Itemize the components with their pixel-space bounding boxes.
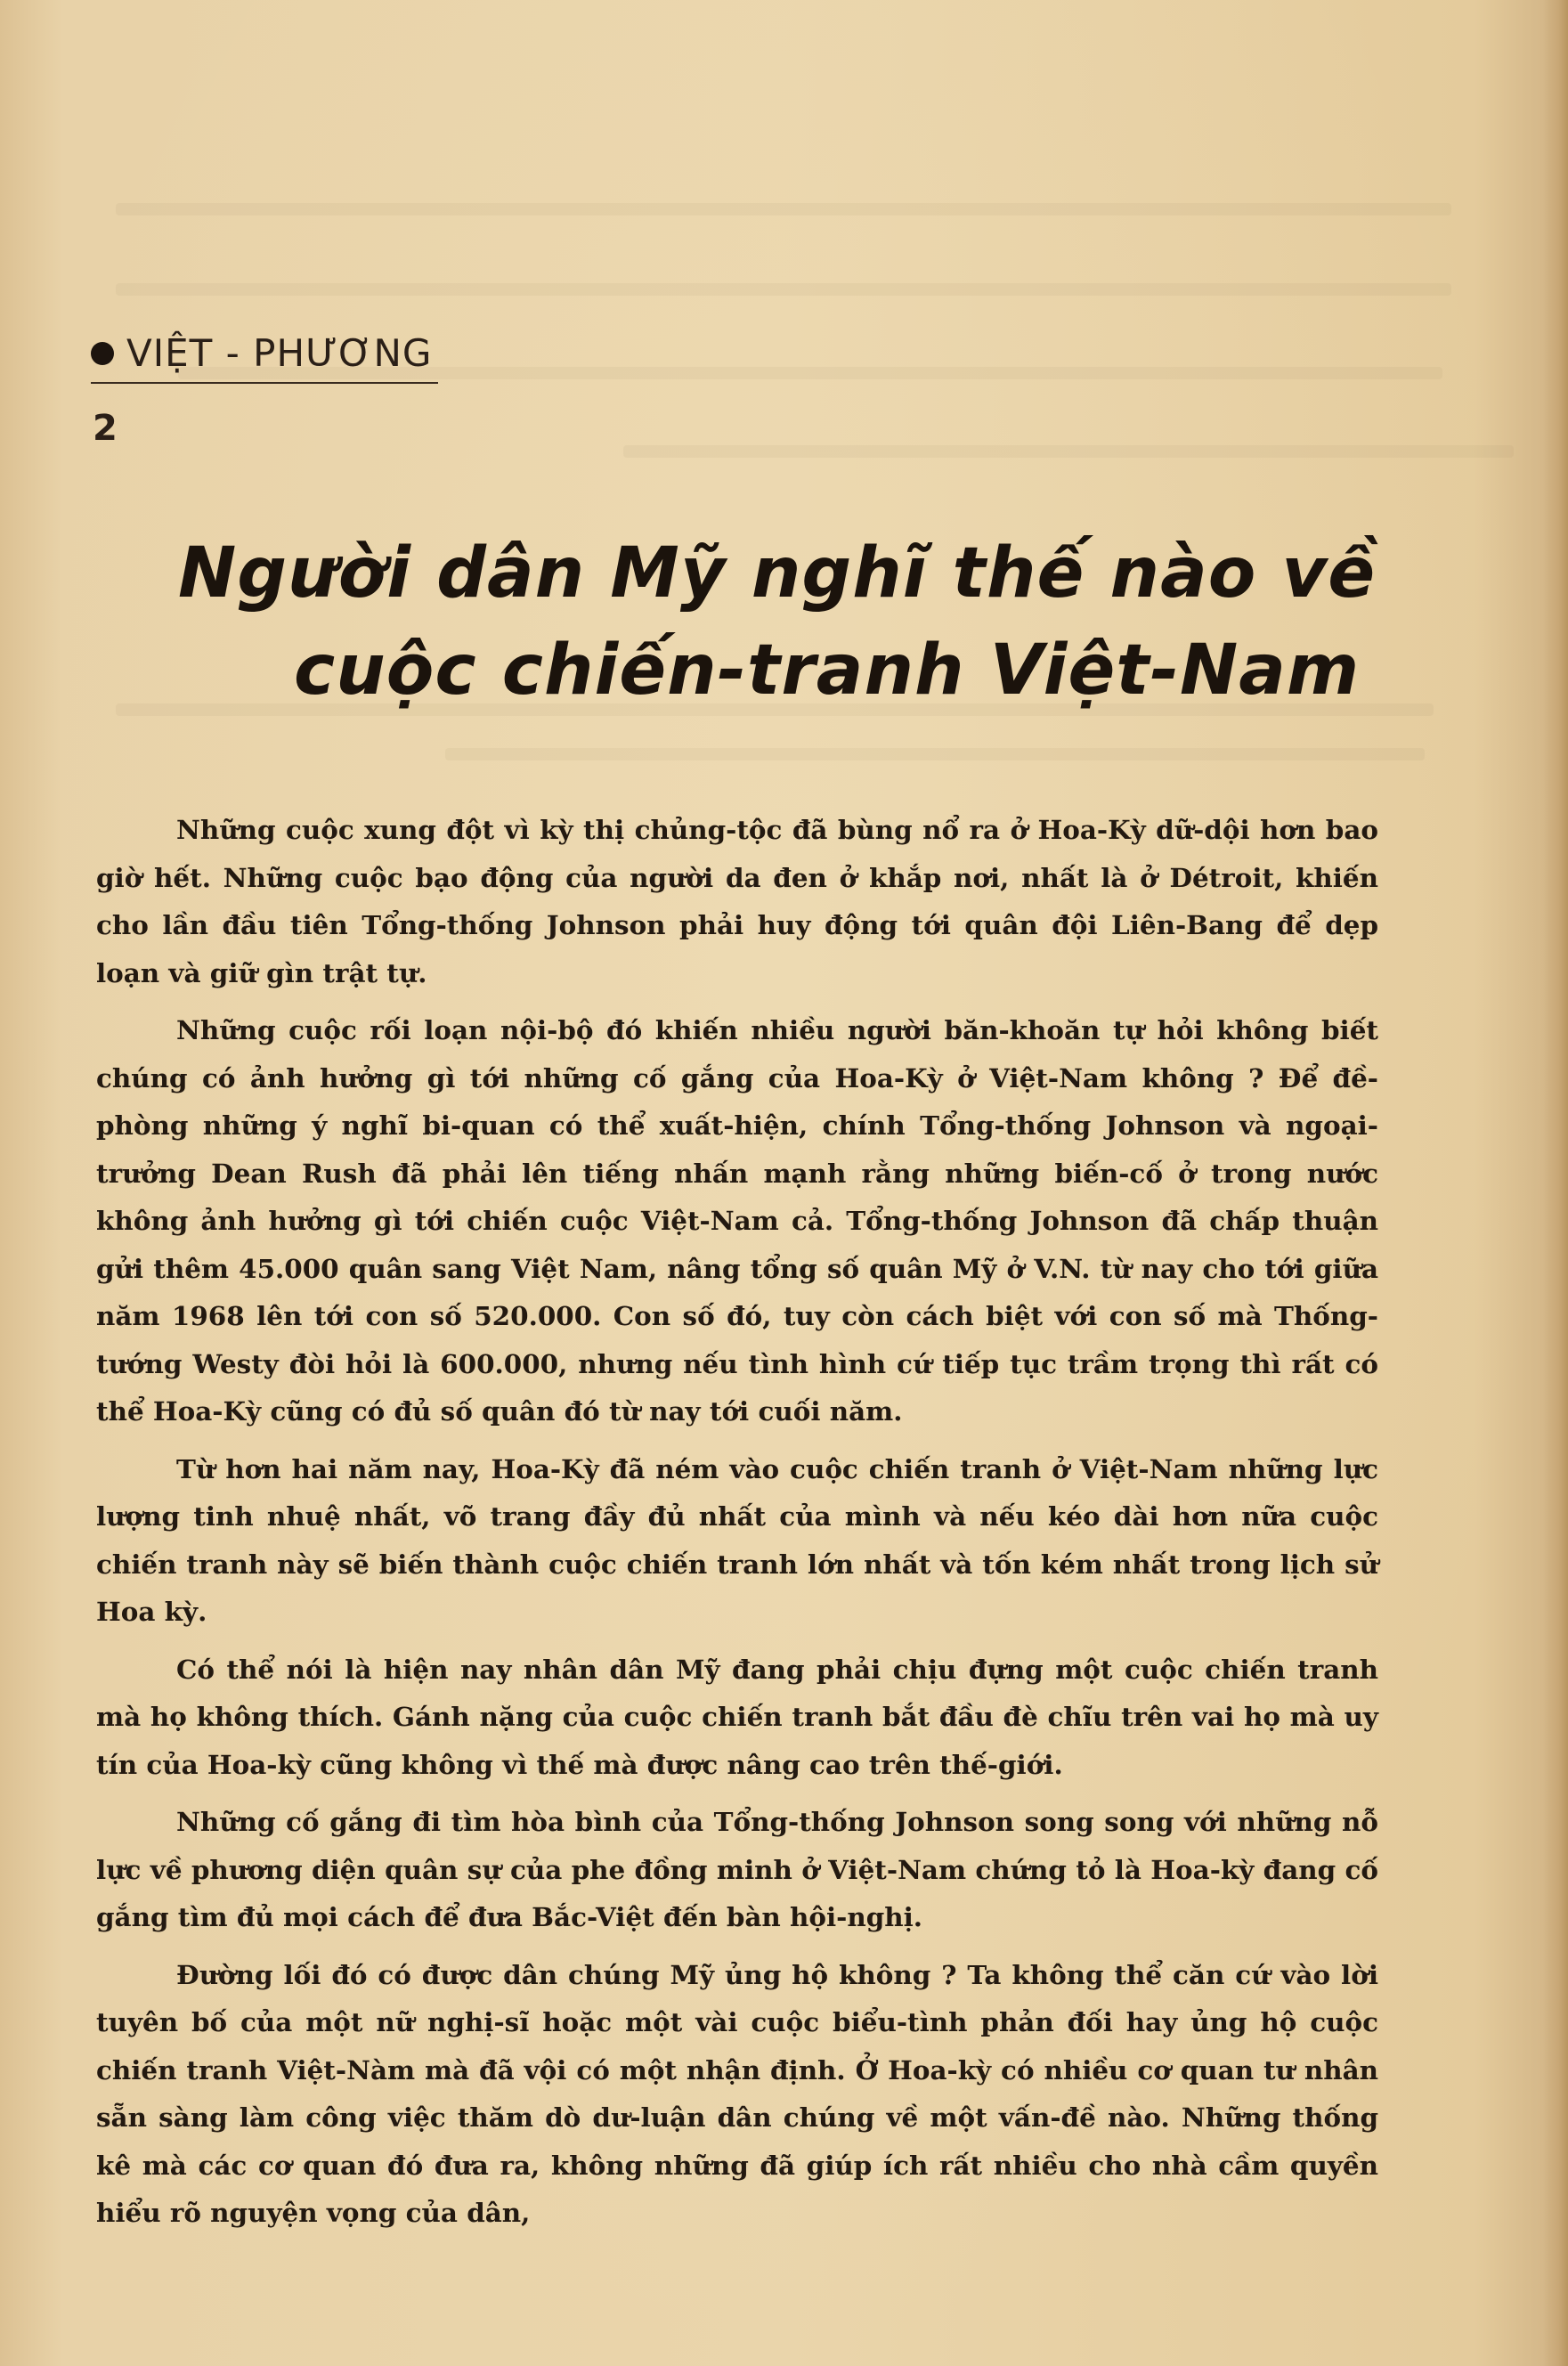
bleed-through xyxy=(116,203,1451,215)
article-title-line-2: cuộc chiến-tranh Việt-Nam xyxy=(294,630,1361,711)
paragraph: Những cuộc xung đột vì kỳ thị chủng-tộc đã bùng nổ ra ở Hoa-Kỳ dữ-dội hơn bao giờ hết. Những cuộc bạo động của người da đen ở khắp nơi, nhất là ở Détroit, khiến cho lần đầu tiên Tổng-thống Johnson phải huy động tới quân đội Liên-Bang để dẹp loạn và giữ gìn trật tự. xyxy=(96,814,1378,988)
author-name: VIỆT - PHƯƠNG xyxy=(126,331,433,375)
bleed-through xyxy=(445,748,1425,760)
article-title xyxy=(134,525,1425,720)
article-title-line-1: Người dân Mỹ nghĩ thế nào về xyxy=(178,533,1377,614)
page-number: 2 xyxy=(93,408,118,449)
paragraph: Những cố gắng đi tìm hòa bình của Tổng-thống Johnson song song với những nỗ lực về phương diện quân sự của phe đồng minh ở Việt-Nam chứng tỏ là Hoa-kỳ đang cố gắng tìm đủ mọi cách để đưa Bắc-Việt đến bàn hội-nghị. xyxy=(96,1806,1378,1932)
page-edge-shadow xyxy=(1543,0,1568,2366)
paragraph: Có thể nói là hiện nay nhân dân Mỹ đang phải chịu đựng một cuộc chiến tranh mà họ không thích. Gánh nặng của cuộc chiến tranh bắt đầu đè chĩu trên vai họ mà uy tín của Hoa-kỳ cũng không vì thế mà được nâng cao trên thế-giới. xyxy=(96,1653,1378,1780)
bleed-through xyxy=(623,445,1514,458)
paragraph: Những cuộc rối loạn nội-bộ đó khiến nhiều người băn-khoăn tự hỏi không biết chúng có ảnh hưởng gì tới những cố gắng của Hoa-Kỳ ở Việt-Nam không ? Để đề-phòng những ý nghĩ bi-quan có thể xuất-hiện, chính Tổng-thống Johnson và ngoại-trưởng Dean Rush đã phải lên tiếng nhấn mạnh rằng những biến-cố ở trong nước không ảnh hưởng gì tới chiến cuộc Việt-Nam cả. Tổng-thống Johnson đã chấp thuận gửi thêm 45.000 quân sang Việt Nam, nâng tổng số quân Mỹ ở V.N. từ nay cho tới giữa năm 1968 lên tới con số 520.000. Con số đó, tuy còn cách biệt với con số mà Thống-tướng Westy đòi hỏi là 600.000, nhưng nếu tình hình cứ tiếp tục trầm trọng thì rất có thể Hoa-Kỳ cũng có đủ số quân đó từ nay tới cuối năm. xyxy=(96,1014,1378,1427)
paragraph: Từ hơn hai năm nay, Hoa-Kỳ đã ném vào cuộc chiến tranh ở Việt-Nam những lực lượng tinh nhuệ nhất, võ trang đầy đủ nhất của mình và nếu kéo dài hơn nữa cuộc chiến tranh này sẽ biến thành cuộc chiến tranh lớn nhất và tốn kém nhất trong lịch sử Hoa kỳ. xyxy=(96,1452,1378,1627)
paragraph: Đường lối đó có được dân chúng Mỹ ủng hộ không ? Ta không thể căn cứ vào lời tuyên bố của một nữ nghị-sĩ hoặc một vài cuộc biểu-tình phản đối hay ủng hộ cuộc chiến tranh Việt-Nàm mà đã vội có một nhận định. Ở Hoa-kỳ có nhiều cơ quan tư nhân sẵn sàng làm công việc thăm dò dư-luận dân chúng về một vấn-đề nào. Những thống kê mà các cơ quan đó đưa ra, không những đã giúp ích rất nhiều cho nhà cầm quyền hiểu rõ nguyện vọng của dân, xyxy=(96,1958,1378,2228)
article-body xyxy=(96,806,1378,2247)
bleed-through xyxy=(116,283,1451,296)
bullet-icon xyxy=(91,342,114,365)
header-rule xyxy=(91,382,438,384)
running-header xyxy=(91,331,447,384)
